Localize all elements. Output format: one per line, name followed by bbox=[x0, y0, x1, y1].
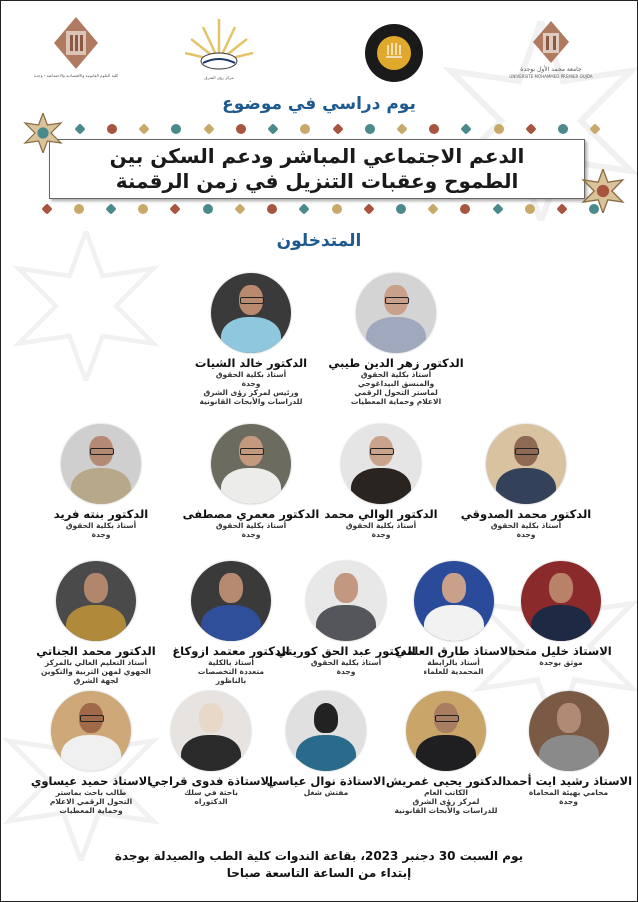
speaker-card bbox=[326, 273, 466, 406]
speaker-card bbox=[461, 424, 591, 539]
speaker-role: أستاذ بكلية الحقوق bbox=[215, 521, 287, 530]
speaker-name: الاستاذة نوال عياسي bbox=[266, 774, 386, 788]
speaker-role: متعددة التخصصات bbox=[197, 667, 265, 676]
speaker-card bbox=[151, 691, 271, 806]
speaker-photo bbox=[211, 273, 291, 353]
speaker-name: الاستاذ حميد عيساوي bbox=[30, 774, 152, 788]
speaker-role: الكاتب العام bbox=[424, 788, 468, 797]
speaker-role: وجدة bbox=[371, 530, 391, 539]
speaker-card bbox=[276, 561, 416, 676]
speaker-role: الجهوي لمهن التربية والتكوين bbox=[41, 667, 151, 676]
faculty-logo-caption: كلية العلوم القانونية والاقتصادية والاجتماعية - وجدة bbox=[33, 73, 119, 78]
speaker-role: أستاذ بالرابطة bbox=[427, 658, 480, 667]
speaker-card bbox=[506, 691, 631, 806]
speaker-role: بالناظور bbox=[215, 676, 247, 685]
event-date-venue: يوم السبت 30 دجنبر 2023، بقاعة الندوات كلية الطب والصيدلة بوجدة bbox=[114, 849, 524, 863]
speaker-card bbox=[316, 424, 446, 539]
speaker-photo bbox=[286, 691, 366, 771]
speaker-role: وجدة bbox=[336, 667, 356, 676]
speaker-role: أستاذ التعليم العالي بالمركز bbox=[44, 658, 148, 667]
roua-logo-caption: مركز رؤى الشرق bbox=[204, 75, 234, 80]
speaker-role: للدراسات والأبحاث القانونية bbox=[394, 806, 498, 815]
speaker-photo bbox=[56, 561, 136, 641]
speaker-name: الدكتور معمري مصطفى bbox=[182, 507, 320, 521]
faculty-law-logo bbox=[33, 15, 119, 78]
title-banner bbox=[31, 119, 611, 219]
speaker-role: المحمدية للعلماء bbox=[423, 667, 484, 676]
event-title-box bbox=[49, 139, 585, 199]
ornament-row-top bbox=[31, 121, 611, 137]
ornament-row-bottom bbox=[31, 201, 611, 217]
event-start-time: إبتداء من الساعة التاسعة صباحا bbox=[226, 866, 412, 880]
event-subtitle: يوم دراسي في موضوع bbox=[222, 94, 416, 114]
speaker-role: لجهة الشرق bbox=[73, 676, 119, 685]
speaker-role: وجدة bbox=[559, 797, 578, 806]
speaker-name: الدكتور يحيى غمريش bbox=[385, 774, 507, 788]
speaker-name: الدكتور زهر الدين طيبي bbox=[328, 356, 464, 370]
speaker-card bbox=[21, 561, 171, 685]
star-medallion-right-icon bbox=[581, 169, 625, 213]
speaker-name: الدكتور عبد الحق كوريتي bbox=[276, 644, 416, 658]
speaker-name: الدكتور محمد الصدوقي bbox=[460, 507, 592, 521]
speaker-photo bbox=[406, 691, 486, 771]
speaker-card bbox=[181, 273, 321, 406]
speaker-card bbox=[26, 691, 156, 815]
speaker-photo bbox=[191, 561, 271, 641]
speaker-name: الدكتور خالد الشيات bbox=[194, 356, 308, 370]
speaker-photo bbox=[521, 561, 601, 641]
speaker-name: الاستاذ خليل متحد bbox=[510, 644, 612, 658]
speaker-photo bbox=[306, 561, 386, 641]
speaker-role: وجدة bbox=[241, 530, 261, 539]
speaker-role: وجدة bbox=[516, 530, 536, 539]
speaker-name: الاستاذ طارق العلمي bbox=[394, 644, 513, 658]
speaker-role: وجدة bbox=[241, 379, 261, 388]
speaker-photo bbox=[211, 424, 291, 504]
speaker-photo bbox=[51, 691, 131, 771]
university-emblem-icon bbox=[531, 19, 571, 65]
university-logo-caption: جامعة محمد الأول بوجدة bbox=[520, 66, 582, 73]
speaker-role: أستاذ بكلية الحقوق bbox=[360, 370, 432, 379]
speaker-name: الدكتور محمد الجناتي bbox=[36, 644, 156, 658]
speaker-role: أستاذ بكلية الحقوق bbox=[490, 521, 562, 530]
roua-center-logo bbox=[179, 17, 259, 80]
event-title-line-2: الطموح وعقبات التنزيل في زمن الرقمنة bbox=[115, 169, 519, 193]
speaker-role: أستاذ بكلية الحقوق bbox=[310, 658, 382, 667]
faculty-building-emblem-icon bbox=[52, 15, 100, 71]
speaker-card bbox=[506, 561, 616, 667]
speaker-photo bbox=[171, 691, 251, 771]
speaker-role: وحماية المعطيات bbox=[59, 806, 123, 815]
speaker-role: وجدة bbox=[91, 530, 111, 539]
speaker-photo bbox=[529, 691, 609, 771]
speaker-role: أستاذ بكلية الحقوق bbox=[65, 521, 137, 530]
speaker-photo bbox=[486, 424, 566, 504]
speaker-role: التحول الرقمي الاعلام bbox=[49, 797, 133, 806]
speaker-role: الدكتوراه bbox=[194, 797, 228, 806]
star-medallion-left-icon bbox=[23, 113, 63, 153]
university-logo-caption-latin: UNIVERSITE MOHAMMED PREMIER OUJDA bbox=[509, 74, 593, 79]
digital-transformation-logo bbox=[363, 23, 425, 83]
speaker-role: أستاذ بكلية الحقوق bbox=[215, 370, 287, 379]
speaker-role: باحثة في سلك bbox=[184, 788, 238, 797]
speaker-card bbox=[266, 691, 386, 797]
speaker-photo bbox=[414, 561, 494, 641]
speaker-name: الاستاذة فدوى قراجي bbox=[149, 774, 273, 788]
university-logo bbox=[506, 19, 596, 79]
speaker-role: مفتش شغل bbox=[303, 788, 349, 797]
speaker-role: أستاذ بالكلية bbox=[208, 658, 254, 667]
speaker-role: موثق بوجدة bbox=[539, 658, 583, 667]
speaker-photo bbox=[356, 273, 436, 353]
speaker-card bbox=[396, 561, 511, 676]
speaker-role: والمنسق البيداغوجي bbox=[357, 379, 435, 388]
speaker-role: لمركز رؤى الشرق bbox=[412, 797, 480, 806]
speaker-name: الدكتور الوالي محمد bbox=[324, 507, 438, 521]
speaker-role: الاعلام وحماية المعطيات bbox=[350, 397, 442, 406]
speaker-photo bbox=[61, 424, 141, 504]
speaker-role: ورئيس لمركز رؤى الشرق bbox=[203, 388, 299, 397]
digital-transformation-badge-icon bbox=[364, 23, 424, 83]
speaker-role: محامي بهيئة المحاماة bbox=[528, 788, 609, 797]
speaker-card bbox=[381, 691, 511, 815]
sunrise-book-emblem-icon bbox=[181, 17, 257, 73]
speakers-section-title: المتدخلون bbox=[276, 231, 362, 251]
speaker-card bbox=[182, 424, 320, 539]
speaker-name: الدكتور معتمد ازوكاغ bbox=[172, 644, 290, 658]
speaker-name: الدكتور بنته فريد bbox=[53, 507, 149, 521]
speaker-card bbox=[41, 424, 161, 539]
speaker-role: طالب باحث بماستر bbox=[55, 788, 127, 797]
speaker-photo bbox=[341, 424, 421, 504]
background-star-ornament-icon bbox=[11, 231, 161, 381]
speaker-card bbox=[171, 561, 291, 685]
speaker-role: لماستر التحول الرقمي bbox=[354, 388, 438, 397]
speaker-name: الاستاذ رشيد ايت أحمد bbox=[504, 774, 633, 788]
event-details bbox=[1, 848, 637, 882]
speaker-role: للدراسات والأبحاث القانونية bbox=[199, 397, 303, 406]
speaker-role: أستاذ بكلية الحقوق bbox=[345, 521, 417, 530]
event-title-line-1: الدعم الاجتماعي المباشر ودعم السكن بين bbox=[109, 144, 525, 168]
